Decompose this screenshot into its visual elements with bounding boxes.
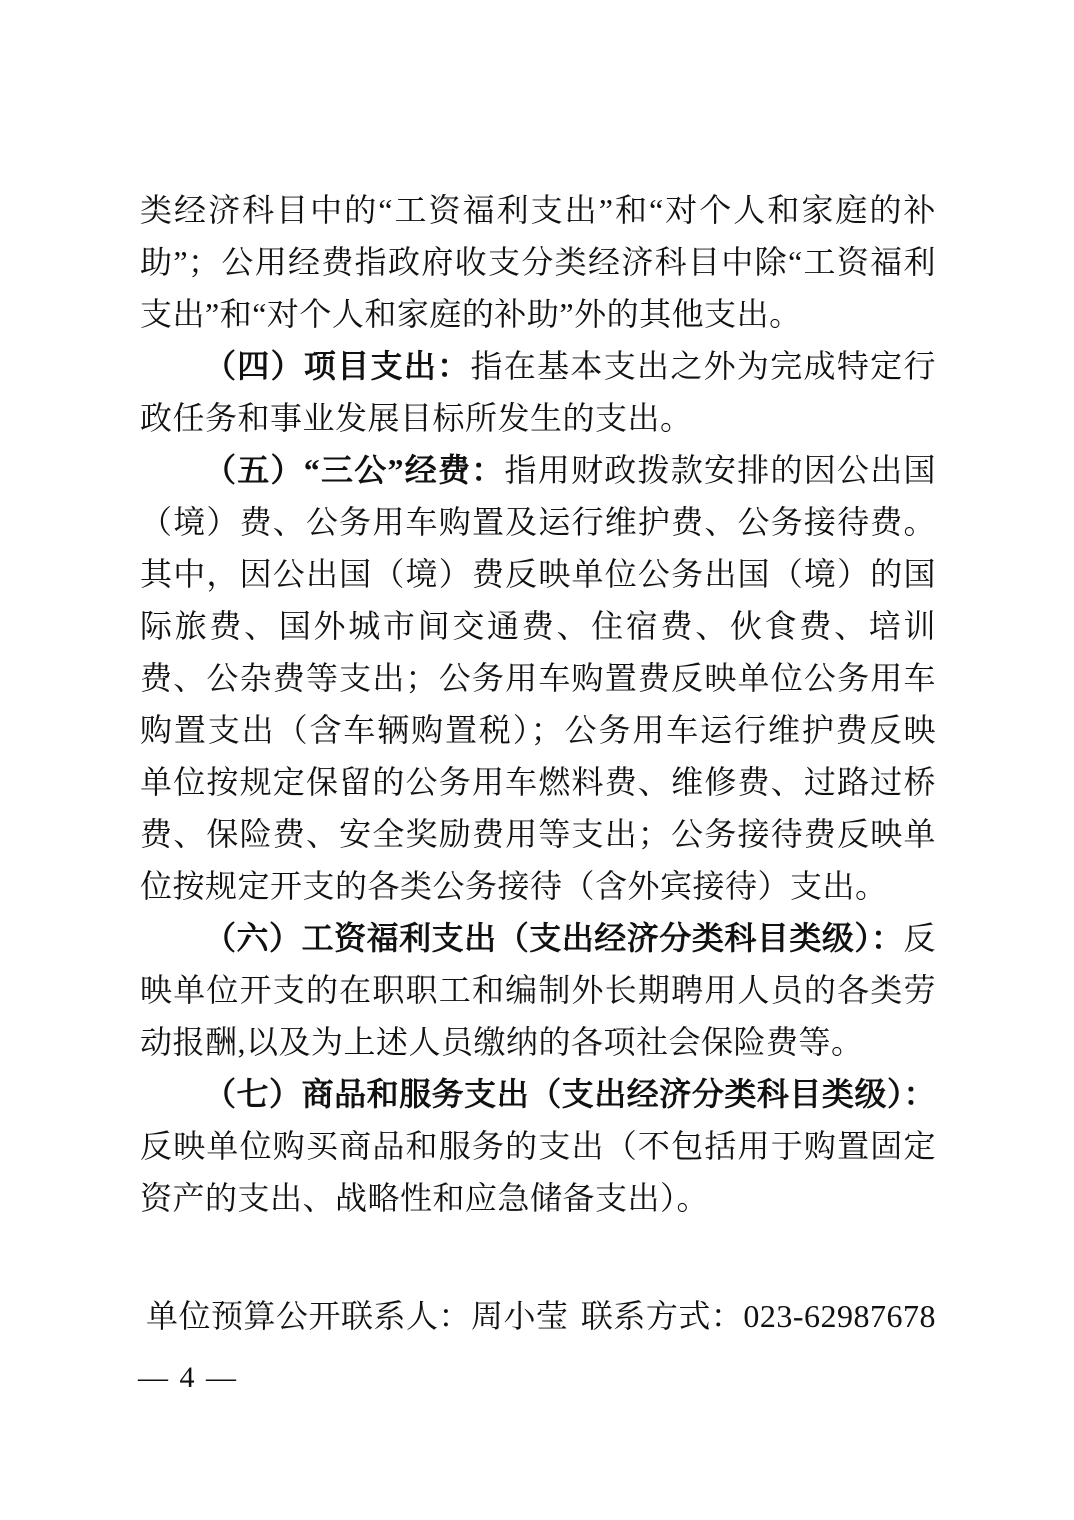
term-heading: （五）“三公”经费： <box>204 452 505 488</box>
paragraph <box>140 340 936 444</box>
page-number: — 4 — <box>138 1361 238 1394</box>
contact-person: 单位预算公开联系人：周小莹 <box>146 1298 569 1334</box>
contact-line <box>140 1290 936 1342</box>
body-text: 指用财政拨款安排的因公出国（境）费、公务用车购置及运行维护费、公务接待费。其中，因公出国（境）费反映单位公务出国（境）的国际旅费、国外城市间交通费、住宿费、伙食费、培训费、公杂费等支出；公务用车购置费反映单位公务用车购置支出（含车辆购置税）；公务用车运行维护费反映单位按规定保留的公务用车燃料费、维修费、过路过桥费、保险费、安全奖励费用等支出；公务接待费反映单位按规定开支的各类公务接待（含外宾接待）支出。 <box>140 452 936 904</box>
term-heading: （六）工资福利支出（支出经济分类科目类级）： <box>204 920 904 956</box>
paragraph <box>140 912 936 1068</box>
body-text: 类经济科目中的“工资福利支出”和“对个人和家庭的补助”；公用经费指政府收支分类经济科目中除“工资福利支出”和“对个人和家庭的补助”外的其他支出。 <box>140 192 936 332</box>
term-heading: （七）商品和服务支出（支出经济分类科目类级）： <box>204 1076 936 1112</box>
paragraph <box>140 444 936 912</box>
paragraph <box>140 1068 936 1224</box>
body-text: 反映单位开支的在职职工和编制外长期聘用人员的各类劳动报酬,以及为上述人员缴纳的各项社会保险费等。 <box>140 920 936 1060</box>
body-text: 反映单位购买商品和服务的支出（不包括用于购置固定资产的支出、战略性和应急储备支出）。 <box>140 1128 936 1216</box>
term-heading: （四）项目支出： <box>204 348 471 384</box>
paragraph <box>140 184 936 340</box>
document-body <box>140 184 936 1342</box>
contact-phone: 联系方式：023-62987678 <box>580 1298 936 1334</box>
body-text: 指在基本支出之外为完成特定行政任务和事业发展目标所发生的支出。 <box>140 348 936 436</box>
